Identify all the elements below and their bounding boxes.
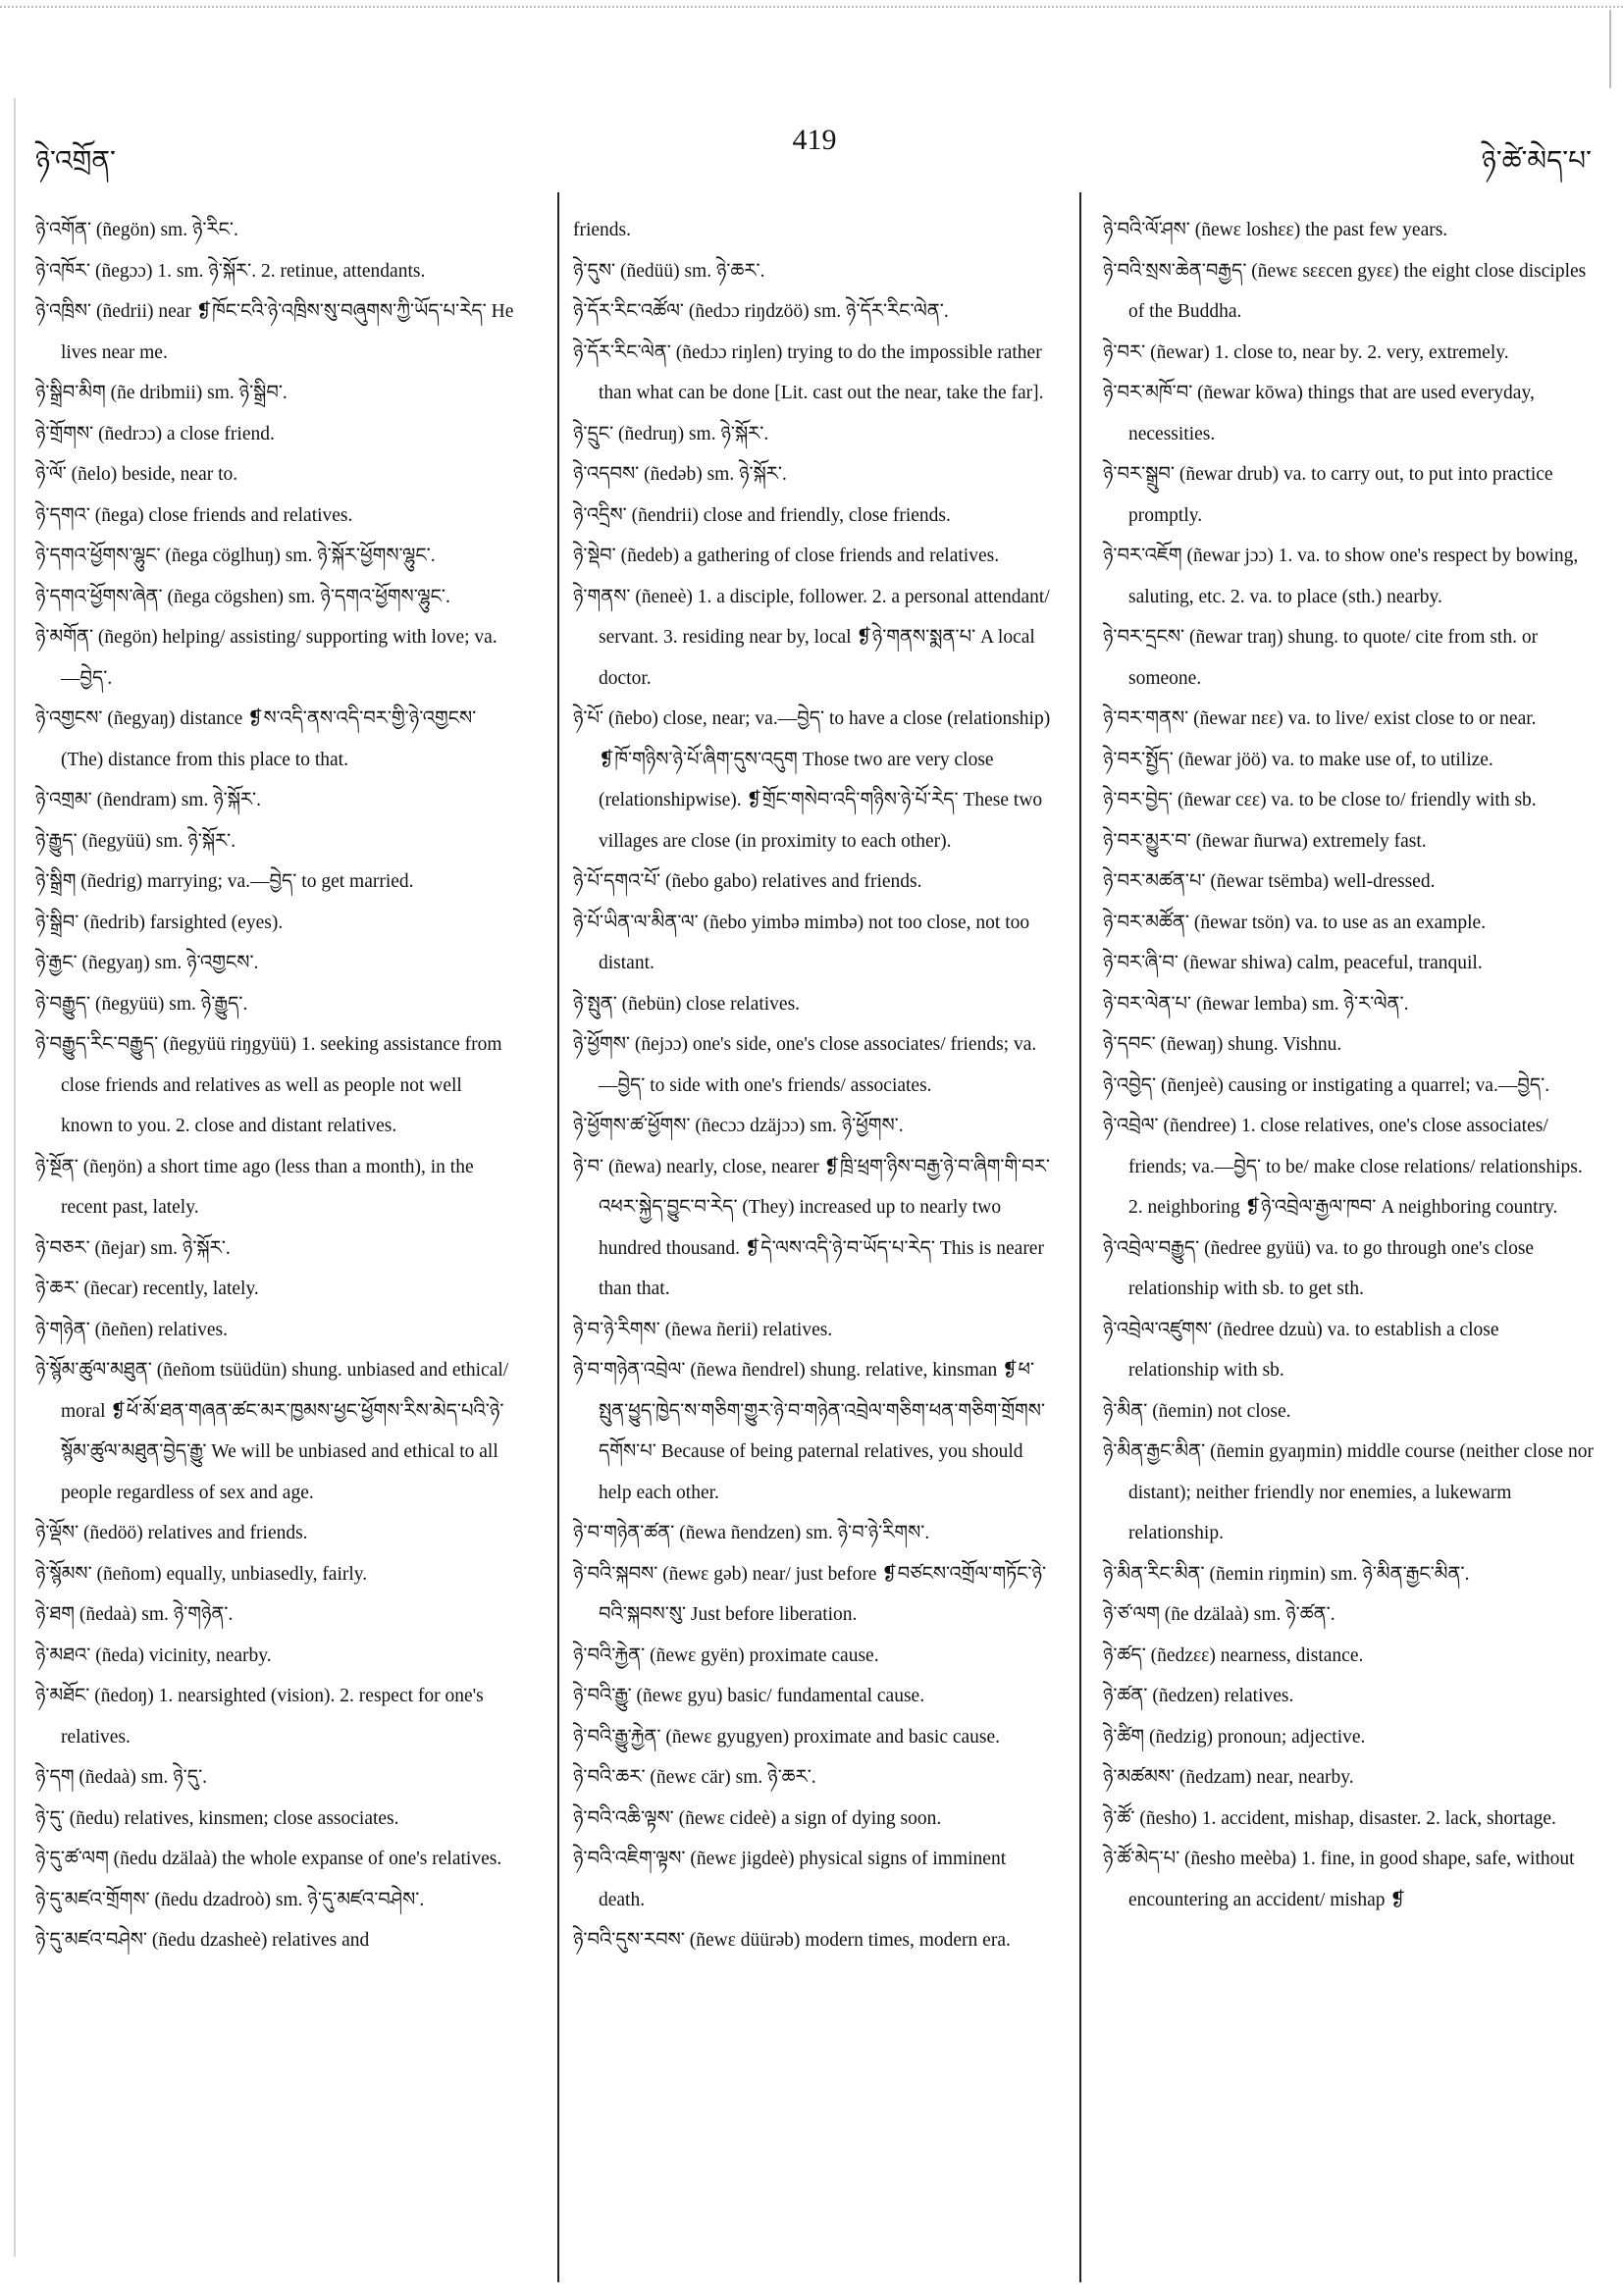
- dictionary-entry: ཉེ་བརྒྱུད་ (ñegyüü) sm. ཉེ་རྒྱུད་.: [35, 993, 248, 1015]
- dictionary-entry: ཉེ་དུ་མཛའ་བཤེས་ (ñedu dzasheè) relatives and: [35, 1930, 370, 1951]
- dictionary-entry: ཉེ་ཚན་ (ñedzen) relatives.: [1103, 1686, 1294, 1706]
- dictionary-entry: ཉེ་མགོན་ (ñegön) helping/ assisting/ supporting with love; va.—བྱེད་.: [35, 627, 497, 689]
- dictionary-column-2: [573, 210, 1052, 1961]
- dictionary-entry: ཉེ་པོ་ཡིན་ལ་མིན་ལ་ (ñebo yimbə mimbə) not too close, not too distant.: [573, 912, 1030, 973]
- dictionary-entry: ཉེ་བར་མཚན་པ་ (ñewar tsëmba) well-dressed.: [1103, 871, 1436, 892]
- dictionary-entry: ཉེ་འགྱངས་ (ñegyaŋ) distance ❡ས་འདི་ནས་འདི་བར་གྱི་ཉེ་འགྱངས་ (The) distance from this place to that.: [35, 708, 477, 770]
- dictionary-entry: ཉེ་མིན་ (ñemin) not close.: [1103, 1400, 1291, 1422]
- dictionary-entry: ཉེ་པོ་དགའ་པོ་ (ñebo gabo) relatives and friends.: [573, 871, 922, 892]
- dictionary-entry: ཉེ་སྙོམས་ (ñeñom) equally, unbiasedly, fairly.: [35, 1563, 368, 1585]
- dictionary-entry: ཉེ་བརྒྱུད་རིང་བརྒྱུད་ (ñegyüü riŋgyüü) 1. seeking assistance from close friends and relatives as well as people not well known to you. 2. close and distant relatives.: [35, 1034, 502, 1136]
- dictionary-entry: ཉེ་འདབས་ (ñedəb) sm. ཉེ་སྐོར་.: [573, 464, 787, 485]
- page-number: 419: [792, 124, 837, 156]
- dictionary-entry: ཉེ་སྙོམ་ཚུལ་མཐུན་ (ñeñom tsüüdün) shung. unbiased and ethical/ moral ❡ཕོ་མོ་ཐན་གཞན་ཚང་མར་ཁྱམས་ཕྱང་ཕྱོགས་རིས་མེད་པའི་ཉེ་སྙོམ་ཚུལ་མཐུན་བྱེད་རྒྱུ་ We will be unbiased and ethical to all people regardless of sex and age.: [35, 1360, 509, 1503]
- dictionary-entry: ཉེ་ཙ་ལག (ñe dzälaà) sm. ཉེ་ཚན་.: [1103, 1604, 1335, 1625]
- dictionary-entry: ཉེ་ལྡོས་ (ñedöö) relatives and friends.: [35, 1523, 308, 1543]
- dictionary-entry: ཉེ་བ་ (ñewa) nearly, close, nearer ❡ཁྲི་ཕྲག་ཉིས་བརྒྱ་ཉེ་བ་ཞིག་གི་བར་འཕར་སྐྱེད་བྱུང་བ་རེད་ (They) increased up to nearly two hundred thousand. ❡དེ་ལས་འདི་ཉེ་བ་ཡོད་པ་རེད་ This is nearer than that.: [573, 1156, 1051, 1299]
- dictionary-entry: ཉེ་མཐོང་ (ñedoŋ) 1. nearsighted (vision). 2. respect for one's relatives.: [35, 1686, 484, 1748]
- dictionary-entry: ཉེ་དབང་ (ñewaŋ) shung. Vishnu.: [1103, 1034, 1342, 1055]
- dictionary-entry: ཉེ་འགོན་ (ñegön) sm. ཉེ་རིང་.: [35, 220, 238, 240]
- dictionary-entry: ཉེ་གནས་ (ñeneè) 1. a disciple, follower. 2. a personal attendant/ servant. 3. residing near by, local ❡ཉེ་གནས་སྨན་པ་ A local doctor.: [573, 586, 1050, 689]
- dictionary-entry: ཉེ་འབྲེལ་བརྒྱུད་ (ñedree gyüü) va. to go through one's close relationship with sb. to get sth.: [1103, 1237, 1535, 1299]
- dictionary-entry: ཉེ་སྔོན་ (ñeŋön) a short time ago (less than a month), in the recent past, lately.: [35, 1156, 474, 1218]
- dictionary-entry: ཉེ་ཕྱོགས་ (ñejɔɔ) one's side, one's close associates/ friends; va.—བྱེད་ to side with one's friends/ associates.: [573, 1034, 1037, 1096]
- dictionary-entry: ཉེ་བའི་སྲས་ཆེན་བརྒྱད་ (ñewɛ sɛɛcen gyɛɛ) the eight close disciples of the Buddha.: [1103, 260, 1587, 322]
- dictionary-entry: ཉེ་མིན་རྒྱང་མིན་ (ñemin gyaŋmin) middle course (neither close nor distant); neither friendly nor enemies, a lukewarm relationship.: [1103, 1441, 1594, 1543]
- dictionary-entry: ཉེ་བར་སྒྲུབ་ (ñewar drub) va. to carry out, to put into practice promptly.: [1103, 464, 1553, 526]
- dictionary-entry: ཉེ་དུ་ (ñedu) relatives, kinsmen; close associates.: [35, 1807, 399, 1829]
- dictionary-entry: ཉེ་བར་གནས་ (ñewar nɛɛ) va. to live/ exist close to or near.: [1103, 708, 1537, 729]
- dictionary-entry: ཉེ་པོ་ (ñebo) close, near; va.—བྱེད་ to have a close (relationship) ❡ཁོ་གཉིས་ཉེ་པོ་ཞིག་དུས་འདུག Those two are very close (relationshipwise). ❡གྲོང་གསེབ་འདི་གཉིས་ཉེ་པོ་རེད་ These two villages are close (in proximity to each other).: [573, 708, 1051, 852]
- dictionary-entry: ཉེ་བ་ཉེ་རིགས་ (ñewa ñerii) relatives.: [573, 1319, 833, 1340]
- dictionary-column-3: [1103, 210, 1594, 1920]
- dictionary-entry: ཉེ་བ་གཉེན་འབྲེལ་ (ñewa ñendrel) shung. relative, kinsman ❡ཕ་སྤུན་ཕྱུད་ཁྱེད་ས་གཅིག་གྱུར་ཉེ་བ་གཉེན་འབྲེལ་གཅིག་ཕན་གཅིག་གྲོགས་དགོས་པ་ Because of being paternal relatives, you should help each other.: [573, 1360, 1046, 1503]
- dictionary-entry: ཉེ་གྲོགས་ (ñedrɔɔ) a close friend.: [35, 423, 275, 444]
- dictionary-entry: ཉེ་བར་ཞི་བ་ (ñewar shiwa) calm, peaceful, tranquil.: [1103, 953, 1483, 973]
- running-head-right: ཉེ་ཚེ་མེད་པ་: [1481, 144, 1592, 177]
- dictionary-entry: ཉེ་སྒྲིབ་མིག (ñe dribmii) sm. ཉེ་སྒྲིབ་.: [35, 383, 288, 403]
- dictionary-entry: ཉེ་ཐག (ñedaà) sm. ཉེ་གཉེན་.: [35, 1604, 234, 1625]
- dictionary-entry: ཉེ་སྒྲིག (ñedrig) marrying; va.—བྱེད་ to get married.: [35, 871, 414, 892]
- dictionary-entry: ཉེ་ཚད་ (ñedzɛɛ) nearness, distance.: [1103, 1644, 1364, 1666]
- dictionary-entry: ཉེ་བའི་རྒྱུ་རྐྱེན་ (ñewɛ gyugyen) proximate and basic cause.: [573, 1726, 1001, 1748]
- dictionary-entry: ཉེ་འཁོར་ (ñegɔɔ) 1. sm. ཉེ་སྐོར་. 2. retinue, attendants.: [35, 260, 426, 282]
- dictionary-entry: ཉེ་དོར་རིང་འཚོལ་ (ñedɔɔ riŋdzöö) sm. ཉེ་དོར་རིང་ལེན་.: [573, 301, 949, 322]
- dictionary-entry: ཉེ་འབྱེད་ (ñenjeè) causing or instigating a quarrel; va.—བྱེད་.: [1103, 1074, 1550, 1096]
- dictionary-entry: ཉེ་བར་སྤྱོད་ (ñewar jöö) va. to make use of, to utilize.: [1103, 749, 1493, 770]
- scan-right-edge: [1609, 10, 1611, 88]
- dictionary-entry: ཉེ་འདྲིས་ (ñendrii) close and friendly, close friends.: [573, 504, 951, 526]
- dictionary-entry: ཉེ་ཚིག (ñedzig) pronoun; adjective.: [1103, 1726, 1366, 1748]
- dictionary-entry: ཉེ་བའི་སྐབས་ (ñewɛ gəb) near/ just before ❡བཙངས་འགྲོལ་གཏོང་ཉེ་བའི་སྐབས་སུ་ Just before liberation.: [573, 1563, 1047, 1625]
- dictionary-column-1: [35, 210, 514, 1961]
- column-divider: [1079, 192, 1081, 2282]
- dictionary-entry: ཉེ་མཐའ་ (ñeda) vicinity, nearby.: [35, 1644, 272, 1666]
- dictionary-entry: ཉེ་བར་བྱེད་ (ñewar cɛɛ) va. to be close to/ friendly with sb.: [1103, 790, 1537, 810]
- dictionary-entry: ཉེ་བའི་དུས་རབས་ (ñewɛ düürəb) modern times, modern era.: [573, 1930, 1011, 1951]
- dictionary-entry: ཉེ་སྡེབ་ (ñedeb) a gathering of close friends and relatives.: [573, 546, 1000, 566]
- dictionary-entry: ཉེ་བར་ལེན་པ་ (ñewar lemba) sm. ཉེ་ར་ལེན་.: [1103, 993, 1409, 1015]
- dictionary-entry: ཉེ་བའི་ཆར་ (ñewɛ cär) sm. ཉེ་ཆར་.: [573, 1767, 816, 1788]
- dictionary-entry: ཉེ་འཁྲིས་ (ñedrii) near ❡ཁོང་ངའི་ཉེ་འཁྲིས་སུ་བཞུགས་ཀྱི་ཡོད་པ་རེད་ He lives near me.: [35, 301, 514, 363]
- dictionary-entry: ཉེ་ཚོ་མེད་པ་ (ñesho meèba) 1. fine, in good shape, safe, without encountering an accident/ mishap ❡: [1103, 1849, 1575, 1910]
- dictionary-entry: ཉེ་བར་མཁོ་བ་ (ñewar kōwa) things that are used everyday, necessities.: [1103, 383, 1535, 444]
- scan-left-margin: [14, 98, 16, 2257]
- dictionary-entry: ཉེ་དགའ་ཕྱོགས་ལྷུང་ (ñega cöglhuŋ) sm. ཉེ་སྐོར་ཕྱོགས་ལྷུང་.: [35, 546, 436, 566]
- dictionary-entry: ཉེ་བའི་འཇིག་ལྟས་ (ñewɛ jigdeè) physical signs of imminent death.: [573, 1849, 1007, 1910]
- dictionary-entry: ཉེ་ཕྱོགས་ཚ་ཕྱོགས་ (ñecɔɔ dzäjɔɔ) sm. ཉེ་ཕྱོགས་.: [573, 1116, 904, 1136]
- dictionary-entry: ཉེ་དྲུང་ (ñedruŋ) sm. ཉེ་སྐོར་.: [573, 423, 769, 444]
- dictionary-entry: ཉེ་བར་མྱུར་བ་ (ñewar ñurwa) extremely fast.: [1103, 830, 1427, 852]
- dictionary-entry: ཉེ་བ་གཉེན་ཚན་ (ñewa ñendzen) sm. ཉེ་བ་ཉེ་རིགས་.: [573, 1523, 930, 1543]
- dictionary-entry: ཉེ་བའི་འཆི་ལྟས་ (ñewɛ cideè) a sign of dying soon.: [573, 1807, 942, 1829]
- dictionary-entry: ཉེ་བར་མཚོན་ (ñewar tsön) va. to use as an example.: [1103, 912, 1487, 933]
- dictionary-entry: ཉེ་དག (ñedaà) sm. ཉེ་དུ་.: [35, 1767, 208, 1788]
- dictionary-entry: ཉེ་བཅར་ (ñejar) sm. ཉེ་སྐོར་.: [35, 1237, 231, 1259]
- dictionary-entry: ཉེ་དོར་རིང་ལེན་ (ñedɔɔ riŋlen) trying to do the impossible rather than what can be done [Lit. cast out the near, take the far].: [573, 341, 1044, 403]
- dictionary-entry: ཉེ་གཉེན་ (ñeñen) relatives.: [35, 1319, 229, 1340]
- dictionary-entry: ཉེ་ལོ་ (ñelo) beside, near to.: [35, 464, 238, 485]
- dictionary-entry: ཉེ་དུ་ཚ་ལག (ñedu dzälaà) the whole expanse of one's relatives.: [35, 1849, 502, 1869]
- dictionary-entry: friends.: [573, 220, 632, 240]
- dictionary-entry: ཉེ་ཆར་ (ñecar) recently, lately.: [35, 1278, 259, 1299]
- dictionary-entry: ཉེ་བའི་རྒྱུ་ (ñewɛ gyu) basic/ fundamental cause.: [573, 1686, 925, 1706]
- dictionary-entry: ཉེ་བར་དྲངས་ (ñewar traŋ) shung. to quote/ cite from sth. or someone.: [1103, 627, 1539, 689]
- dictionary-entry: ཉེ་བའི་རྐྱེན་ (ñewɛ gyën) proximate cause.: [573, 1644, 879, 1666]
- column-divider: [557, 192, 559, 2282]
- dictionary-entry: ཉེ་རྒྱང་ (ñegyaŋ) sm. ཉེ་འགྱངས་.: [35, 953, 259, 973]
- dictionary-entry: ཉེ་དགའ་ཕྱོགས་ཞེན་ (ñega cögshen) sm. ཉེ་དགའ་ཕྱོགས་ལྷུང་.: [35, 586, 450, 607]
- running-head-left: ཉེ་འགྲོན་: [35, 144, 116, 177]
- dictionary-entry: ཉེ་དུས་ (ñedüü) sm. ཉེ་ཆར་.: [573, 260, 765, 282]
- dictionary-entry: ཉེ་བར་ (ñewar) 1. close to, near by. 2. very, extremely.: [1103, 341, 1509, 363]
- dictionary-entry: ཉེ་ཚོ་ (ñesho) 1. accident, mishap, disaster. 2. lack, shortage.: [1103, 1807, 1556, 1829]
- dictionary-entry: ཉེ་བའི་ལོ་ཤས་ (ñewɛ loshɛɛ) the past few years.: [1103, 220, 1448, 240]
- dictionary-entry: ཉེ་དུ་མཛའ་གྲོགས་ (ñedu dzadroò) sm. ཉེ་དུ་མཛའ་བཤེས་.: [35, 1889, 425, 1910]
- dictionary-entry: ཉེ་འགྲམ་ (ñendram) sm. ཉེ་སྐོར་.: [35, 790, 262, 810]
- dictionary-entry: ཉེ་དགའ་ (ñega) close friends and relatives.: [35, 504, 353, 526]
- dictionary-entry: ཉེ་མིན་རིང་མིན་ (ñemin riŋmin) sm. ཉེ་མིན་རྒྱང་མིན་.: [1103, 1563, 1470, 1585]
- dictionary-entry: ཉེ་རྒྱུད་ (ñegyüü) sm. ཉེ་སྐོར་.: [35, 830, 236, 852]
- dictionary-entry: ཉེ་འབྲེལ་འཛུགས་ (ñedree dzuù) va. to establish a close relationship with sb.: [1103, 1319, 1499, 1381]
- dictionary-entry: ཉེ་སྤུན་ (ñebün) close relatives.: [573, 993, 801, 1015]
- scan-top-edge: [0, 6, 1623, 8]
- dictionary-entry: ཉེ་མཚམས་ (ñedzam) near, nearby.: [1103, 1767, 1354, 1788]
- dictionary-entry: ཉེ་སྒྲིབ་ (ñedrib) farsighted (eyes).: [35, 912, 284, 933]
- dictionary-entry: ཉེ་འབྲེལ་ (ñendree) 1. close relatives, one's close associates/ friends; va.—བྱེད་ to be/ make close relations/ relationships. 2. neighboring ❡ཉེ་འབྲེལ་རྒྱལ་ཁབ་ A neighboring country.: [1103, 1116, 1583, 1218]
- dictionary-entry: ཉེ་བར་འཇོག (ñewar jɔɔ) 1. va. to show one's respect by bowing, saluting, etc. 2. va. to place (sth.) nearby.: [1103, 546, 1579, 607]
